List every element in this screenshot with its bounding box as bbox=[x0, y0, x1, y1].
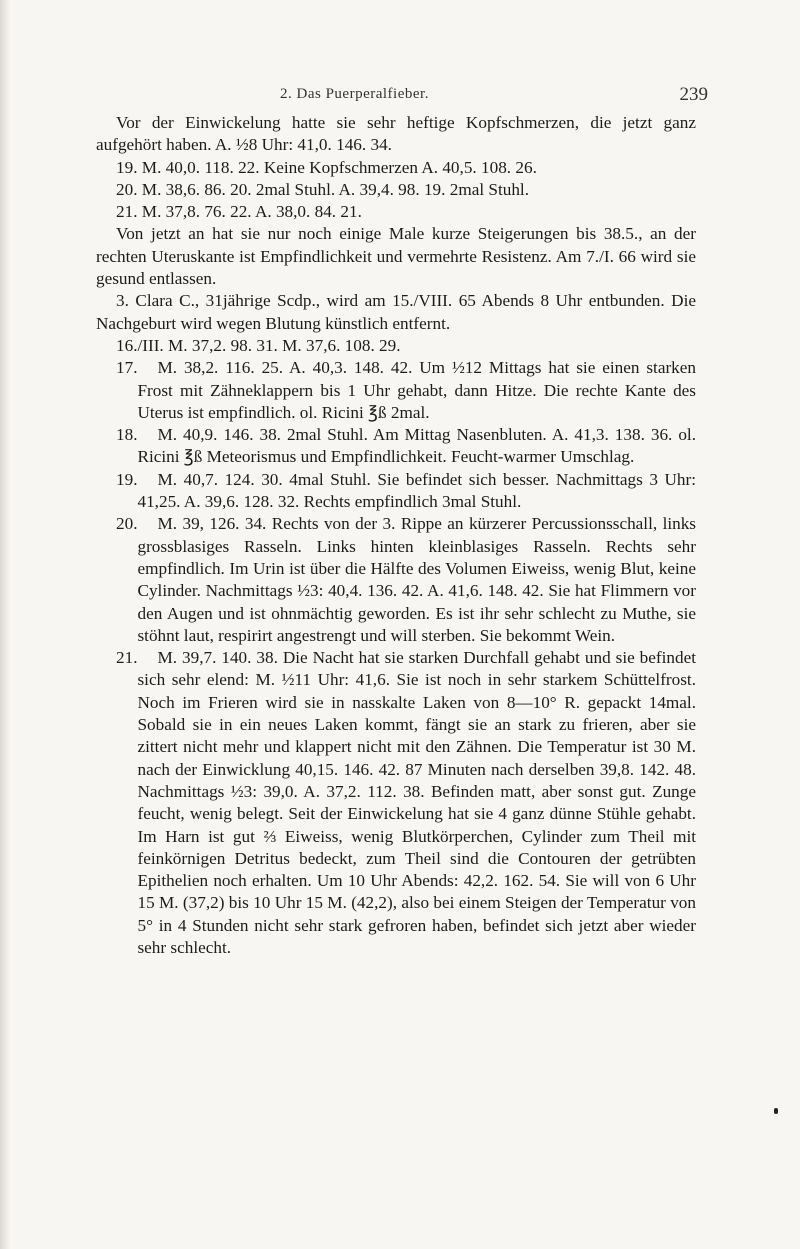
entry-text: M. 38,2. 116. 25. A. 40,3. 148. 42. Um ½12 Mittags hat sie einen starken Frost mit Zähneklappern bis 1 Uhr gehabt, dann Hitze. Die rechte Kante des Uterus ist empfindlich. ol. Ricini ℥ß 2mal. bbox=[137, 358, 696, 422]
day-21-line: 21. M. 37,8. 76. 22. A. 38,0. 84. 21. bbox=[116, 202, 362, 222]
entry-label: 20. bbox=[116, 514, 138, 534]
entry-label: 17. bbox=[116, 358, 138, 378]
paragraph-case-3: 3. Clara C., 31jährige Scdp., wird am 15./VIII. 65 Abends 8 Uhr entbunden. Die Nachgeburt wird wegen Blutung künstlich entfernt. bbox=[96, 291, 696, 333]
entry-text: M. 39, 126. 34. Rechts von der 3. Rippe an kürzerer Percussionsschall, links grossblasiges Rasseln. Links hinten kleinblasiges Rasseln. Rechts sehr empfindlich. Im Urin ist über die Hälfte des Volumen Eiweiss, wenig Blut, keine Cylinder. Nachmittags ½3: 40,4. 136. 42. A. 41,6. 148. 42. Sie hat Flimmern vor den Augen und ist ohnmächtig geworden. Es ist ihr sehr schlecht zu Muthe, sie stöhnt laut, respirirt angestrengt und will sterben. Sie bekommt Wein. bbox=[137, 514, 696, 645]
scan-edge-shadow bbox=[0, 0, 10, 1249]
entry-day-20 bbox=[96, 513, 696, 647]
entry-label: 19. bbox=[116, 469, 138, 489]
day-19-line: 19. M. 40,0. 118. 22. Keine Kopfschmerzen A. 40,5. 108. 26. bbox=[116, 157, 537, 177]
body-text bbox=[96, 112, 696, 959]
entry-text: M. 40,7. 124. 30. 4mal Stuhl. Sie befindet sich besser. Nachmittags 3 Uhr: 41,25. A. 39,6. 128. 32. Rechts empfindlich 3mal Stuhl. bbox=[137, 469, 696, 512]
paragraph-recovery: Von jetzt an hat sie nur noch einige Male kurze Steigerungen bis 38.5., an der rechten Uteruskante ist Empfindlichkeit und vermehrte Resistenz. Am 7./I. 66 wird sie gesund entlassen. bbox=[96, 224, 696, 289]
entry-day-21 bbox=[96, 647, 696, 959]
day-20-line: 20. M. 38,6. 86. 20. 2mal Stuhl. A. 39,4. 98. 19. 2mal Stuhl. bbox=[116, 179, 529, 199]
entry-day-19 bbox=[96, 469, 696, 514]
entry-label: 18. bbox=[116, 425, 138, 445]
entry-label: 21. bbox=[116, 648, 138, 668]
entry-text: M. 39,7. 140. 38. Die Nacht hat sie starken Durchfall gehabt und sie befindet sich sehr elend: M. ½11 Uhr: 41,6. Sie ist noch in sehr starkem Schüttelfrost. Noch im Frieren wird sie in nasskalte Laken von 8—10° R. gepackt 14mal. Sobald sie in ein neues Laken kommt, fängt sie an stark zu frieren, aber sie zittert nicht mehr und klappert nicht mit den Zähnen. Die Temperatur ist 30 M. nach der Einwicklung 40,15. 146. 42. 87 Minuten nach derselben 39,8. 142. 48. Nachmittags ½3: 39,0. A. 37,2. 112. 38. Befinden matt, aber sonst gut. Zunge feucht, wenig belegt. Seit der Einwickelung hat sie 4 ganz dünne Stühle gehabt. Im Harn ist gut ⅔ Eiweiss, wenig Blutkörperchen, Cylinder zum Theil mit feinkörnigen Detritus bedeckt, zum Theil sind die Contouren der getrübten Epithelien noch erhalten. Um 10 Uhr Abends: 42,2. 162. 54. Sie will von 6 Uhr 15 M. (37,2) bis 10 Uhr 15 M. (42,2), also bei einem Steigen der Temperatur von 5° in 4 Stunden nicht sehr stark gefroren haben, befindet sich jetzt aber wieder sehr schlecht. bbox=[137, 648, 696, 957]
entry-text: M. 40,9. 146. 38. 2mal Stuhl. Am Mittag Nasenbluten. A. 41,3. 138. 36. ol. Ricini ℥ß Meteorismus und Empfindlichkeit. Feucht-warmer Umschlag. bbox=[137, 425, 696, 467]
running-head: 2. Das Puerperalfieber. bbox=[280, 86, 429, 102]
entry-day-17 bbox=[96, 357, 696, 424]
paragraph-intro: Vor der Einwickelung hatte sie sehr heftige Kopfschmerzen, die jetzt ganz aufgehört haben. A. ½8 Uhr: 41,0. 146. 34. bbox=[96, 113, 696, 155]
entry-day-18 bbox=[96, 424, 696, 469]
day-16-line: 16./III. M. 37,2. 98. 31. M. 37,6. 108. 29. bbox=[116, 335, 401, 355]
margin-mark bbox=[774, 1108, 778, 1114]
page-number: 239 bbox=[679, 84, 708, 105]
